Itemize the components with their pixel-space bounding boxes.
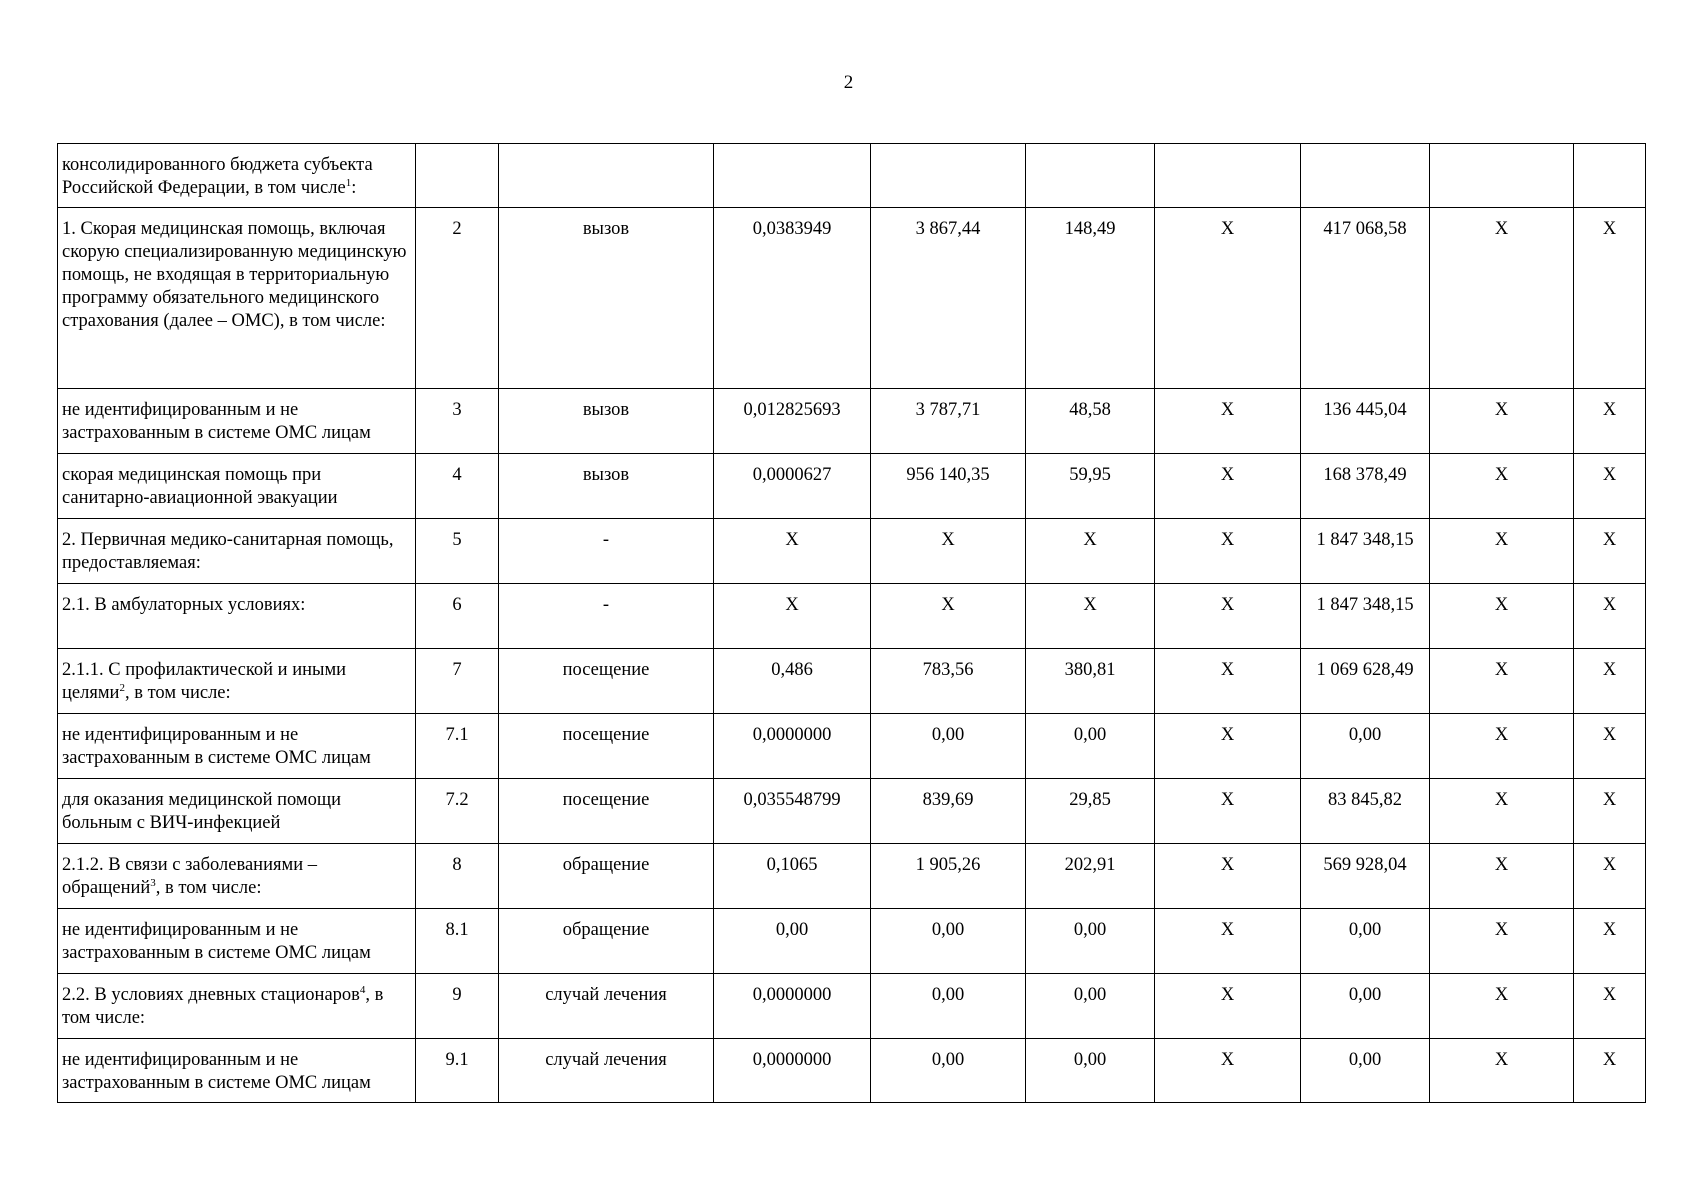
per-capita-oms-cell: Х bbox=[1155, 714, 1301, 779]
row-number-cell: 7 bbox=[416, 649, 499, 714]
total-oms-cell: Х bbox=[1430, 1039, 1574, 1103]
percent-cell: Х bbox=[1574, 844, 1646, 909]
unit-cell: обращение bbox=[499, 844, 714, 909]
per-capita-oms-cell: Х bbox=[1155, 454, 1301, 519]
row-number-cell: 4 bbox=[416, 454, 499, 519]
per-capita-oms-cell: Х bbox=[1155, 389, 1301, 454]
unit-cost-cell: 956 140,35 bbox=[871, 454, 1026, 519]
row-name-cell bbox=[58, 649, 416, 714]
total-oms-cell: Х bbox=[1430, 519, 1574, 584]
unit-cell: случай лечения bbox=[499, 974, 714, 1039]
total-cost-cell: 0,00 bbox=[1301, 714, 1430, 779]
percent-cell: Х bbox=[1574, 519, 1646, 584]
row-name-cell bbox=[58, 714, 416, 779]
unit-cell: вызов bbox=[499, 454, 714, 519]
row-name-cell bbox=[58, 844, 416, 909]
row-number-cell: 2 bbox=[416, 208, 499, 389]
percent-cell bbox=[1574, 144, 1646, 208]
row-name-suffix: , в том числе: bbox=[62, 985, 384, 1028]
total-cost-cell: 136 445,04 bbox=[1301, 389, 1430, 454]
unit-cell: вызов bbox=[499, 208, 714, 389]
total-cost-cell: 0,00 bbox=[1301, 974, 1430, 1039]
table-body bbox=[58, 144, 1646, 1103]
percent-cell: Х bbox=[1574, 208, 1646, 389]
total-oms-cell: Х bbox=[1430, 389, 1574, 454]
percent-cell: Х bbox=[1574, 974, 1646, 1039]
row-name-suffix: , в том числе: bbox=[155, 878, 262, 898]
table-row bbox=[58, 779, 1646, 844]
total-oms-cell bbox=[1430, 144, 1574, 208]
total-cost-cell: 0,00 bbox=[1301, 909, 1430, 974]
volume-cell: 0,486 bbox=[714, 649, 871, 714]
total-oms-cell: Х bbox=[1430, 779, 1574, 844]
table-row bbox=[58, 519, 1646, 584]
table-row bbox=[58, 649, 1646, 714]
per-capita-cell: 0,00 bbox=[1026, 1039, 1155, 1103]
row-name-cell bbox=[58, 1039, 416, 1103]
unit-cost-cell: 0,00 bbox=[871, 1039, 1026, 1103]
unit-cell bbox=[499, 144, 714, 208]
percent-cell: Х bbox=[1574, 714, 1646, 779]
volume-cell: 0,0000000 bbox=[714, 974, 871, 1039]
row-name-suffix: , в том числе: bbox=[124, 683, 231, 703]
table-row bbox=[58, 1039, 1646, 1103]
page-number: 2 bbox=[843, 72, 854, 93]
volume-cell bbox=[714, 144, 871, 208]
percent-cell: Х bbox=[1574, 389, 1646, 454]
unit-cell: вызов bbox=[499, 389, 714, 454]
row-name-text: 2. Первичная медико-санитарная помощь, предоставляемая: bbox=[62, 530, 394, 573]
total-oms-cell: Х bbox=[1430, 909, 1574, 974]
table-row bbox=[58, 584, 1646, 649]
table-row bbox=[58, 844, 1646, 909]
per-capita-cell: 48,58 bbox=[1026, 389, 1155, 454]
total-cost-cell: 569 928,04 bbox=[1301, 844, 1430, 909]
per-capita-oms-cell: Х bbox=[1155, 208, 1301, 389]
row-name-cell bbox=[58, 584, 416, 649]
total-cost-cell: 83 845,82 bbox=[1301, 779, 1430, 844]
row-name-suffix: : bbox=[351, 178, 357, 198]
row-number-cell bbox=[416, 144, 499, 208]
unit-cost-cell: 0,00 bbox=[871, 714, 1026, 779]
row-name-cell bbox=[58, 389, 416, 454]
per-capita-oms-cell: Х bbox=[1155, 779, 1301, 844]
row-name-text: 2.1.1. С профилактической и иными целями bbox=[62, 660, 347, 703]
per-capita-cell: Х bbox=[1026, 519, 1155, 584]
row-number-cell: 8.1 bbox=[416, 909, 499, 974]
table-row bbox=[58, 454, 1646, 519]
per-capita-cell: 0,00 bbox=[1026, 714, 1155, 779]
per-capita-cell: 0,00 bbox=[1026, 974, 1155, 1039]
row-name-cell bbox=[58, 454, 416, 519]
per-capita-oms-cell: Х bbox=[1155, 519, 1301, 584]
row-name-cell bbox=[58, 974, 416, 1039]
row-name-text: 2.2. В условиях дневных стационаров bbox=[62, 985, 360, 1005]
unit-cell: - bbox=[499, 584, 714, 649]
total-oms-cell: Х bbox=[1430, 649, 1574, 714]
unit-cost-cell: 839,69 bbox=[871, 779, 1026, 844]
total-cost-cell: 1 847 348,15 bbox=[1301, 584, 1430, 649]
total-oms-cell: Х bbox=[1430, 454, 1574, 519]
table-row bbox=[58, 974, 1646, 1039]
row-name-text: не идентифицированным и не застрахованным в системе ОМС лицам bbox=[62, 400, 371, 443]
per-capita-cell: 59,95 bbox=[1026, 454, 1155, 519]
row-name-text: консолидированного бюджета субъекта Российской Федерации, в том числе bbox=[62, 155, 373, 198]
volume-cell: 0,0000000 bbox=[714, 714, 871, 779]
row-number-cell: 8 bbox=[416, 844, 499, 909]
row-name-text: не идентифицированным и не застрахованным в системе ОМС лицам bbox=[62, 920, 371, 963]
unit-cost-cell: Х bbox=[871, 519, 1026, 584]
unit-cell: обращение bbox=[499, 909, 714, 974]
row-name-text: для оказания медицинской помощи больным с ВИЧ-инфекцией bbox=[62, 790, 342, 833]
table-row bbox=[58, 144, 1646, 208]
per-capita-oms-cell: Х bbox=[1155, 649, 1301, 714]
table-row bbox=[58, 909, 1646, 974]
volume-cell: 0,0000627 bbox=[714, 454, 871, 519]
total-cost-cell: 1 069 628,49 bbox=[1301, 649, 1430, 714]
percent-cell: Х bbox=[1574, 1039, 1646, 1103]
unit-cost-cell: 1 905,26 bbox=[871, 844, 1026, 909]
percent-cell: Х bbox=[1574, 779, 1646, 844]
volume-cell: Х bbox=[714, 519, 871, 584]
percent-cell: Х bbox=[1574, 649, 1646, 714]
unit-cost-cell: 0,00 bbox=[871, 974, 1026, 1039]
unit-cell: - bbox=[499, 519, 714, 584]
volume-cell: 0,012825693 bbox=[714, 389, 871, 454]
footnote-marker: 3 bbox=[150, 876, 156, 889]
per-capita-oms-cell: Х bbox=[1155, 844, 1301, 909]
per-capita-cell: 29,85 bbox=[1026, 779, 1155, 844]
row-number-cell: 7.1 bbox=[416, 714, 499, 779]
total-oms-cell: Х bbox=[1430, 844, 1574, 909]
unit-cost-cell bbox=[871, 144, 1026, 208]
footnote-marker: 1 bbox=[345, 176, 352, 189]
per-capita-oms-cell: Х bbox=[1155, 909, 1301, 974]
total-cost-cell bbox=[1301, 144, 1430, 208]
per-capita-cell: Х bbox=[1026, 584, 1155, 649]
volume-cell: Х bbox=[714, 584, 871, 649]
volume-cell: 0,0383949 bbox=[714, 208, 871, 389]
percent-cell: Х bbox=[1574, 909, 1646, 974]
unit-cost-cell: 3 867,44 bbox=[871, 208, 1026, 389]
table-row bbox=[58, 208, 1646, 389]
row-name-text: 1. Скорая медицинская помощь, включая скорую специализированную медицинскую помощь, не входящая в территориальную программу обязательного медицинского страхования (далее – ОМС), в том числе: bbox=[62, 219, 407, 331]
percent-cell: Х bbox=[1574, 584, 1646, 649]
total-oms-cell: Х bbox=[1430, 208, 1574, 389]
row-name-cell bbox=[58, 144, 416, 208]
footnote-marker: 2 bbox=[119, 681, 125, 694]
row-number-cell: 7.2 bbox=[416, 779, 499, 844]
total-cost-cell: 417 068,58 bbox=[1301, 208, 1430, 389]
per-capita-cell: 202,91 bbox=[1026, 844, 1155, 909]
unit-cell: посещение bbox=[499, 779, 714, 844]
row-name-text: не идентифицированным и не застрахованным в системе ОМС лицам bbox=[62, 725, 371, 768]
total-cost-cell: 1 847 348,15 bbox=[1301, 519, 1430, 584]
volume-cell: 0,0000000 bbox=[714, 1039, 871, 1103]
unit-cell: посещение bbox=[499, 649, 714, 714]
row-name-text: не идентифицированным и не застрахованным в системе ОМС лицам bbox=[62, 1050, 371, 1093]
per-capita-cell: 0,00 bbox=[1026, 909, 1155, 974]
row-number-cell: 3 bbox=[416, 389, 499, 454]
row-name-cell bbox=[58, 519, 416, 584]
unit-cell: случай лечения bbox=[499, 1039, 714, 1103]
row-name-text: 2.1. В амбулаторных условиях: bbox=[62, 595, 306, 615]
per-capita-cell: 148,49 bbox=[1026, 208, 1155, 389]
unit-cost-cell: 3 787,71 bbox=[871, 389, 1026, 454]
per-capita-oms-cell bbox=[1155, 144, 1301, 208]
percent-cell: Х bbox=[1574, 454, 1646, 519]
row-name-cell bbox=[58, 779, 416, 844]
unit-cost-cell: 0,00 bbox=[871, 909, 1026, 974]
table-row bbox=[58, 389, 1646, 454]
unit-cost-cell: Х bbox=[871, 584, 1026, 649]
table-row bbox=[58, 714, 1646, 779]
total-cost-cell: 0,00 bbox=[1301, 1039, 1430, 1103]
row-name-cell bbox=[58, 909, 416, 974]
volume-cell: 0,1065 bbox=[714, 844, 871, 909]
volume-cell: 0,00 bbox=[714, 909, 871, 974]
row-name-text: скорая медицинская помощь при санитарно-авиационной эвакуации bbox=[62, 465, 338, 508]
per-capita-oms-cell: Х bbox=[1155, 974, 1301, 1039]
volume-cell: 0,035548799 bbox=[714, 779, 871, 844]
unit-cell: посещение bbox=[499, 714, 714, 779]
total-oms-cell: Х bbox=[1430, 714, 1574, 779]
footnote-marker: 4 bbox=[359, 983, 366, 996]
row-name-cell bbox=[58, 208, 416, 389]
total-oms-cell: Х bbox=[1430, 974, 1574, 1039]
per-capita-cell bbox=[1026, 144, 1155, 208]
per-capita-cell: 380,81 bbox=[1026, 649, 1155, 714]
per-capita-oms-cell: Х bbox=[1155, 1039, 1301, 1103]
per-capita-oms-cell: Х bbox=[1155, 584, 1301, 649]
row-number-cell: 9.1 bbox=[416, 1039, 499, 1103]
row-number-cell: 5 bbox=[416, 519, 499, 584]
row-number-cell: 9 bbox=[416, 974, 499, 1039]
total-oms-cell: Х bbox=[1430, 584, 1574, 649]
row-number-cell: 6 bbox=[416, 584, 499, 649]
data-table bbox=[57, 143, 1646, 1103]
unit-cost-cell: 783,56 bbox=[871, 649, 1026, 714]
row-name-text: 2.1.2. В связи с заболеваниями – обращений bbox=[62, 855, 317, 898]
total-cost-cell: 168 378,49 bbox=[1301, 454, 1430, 519]
